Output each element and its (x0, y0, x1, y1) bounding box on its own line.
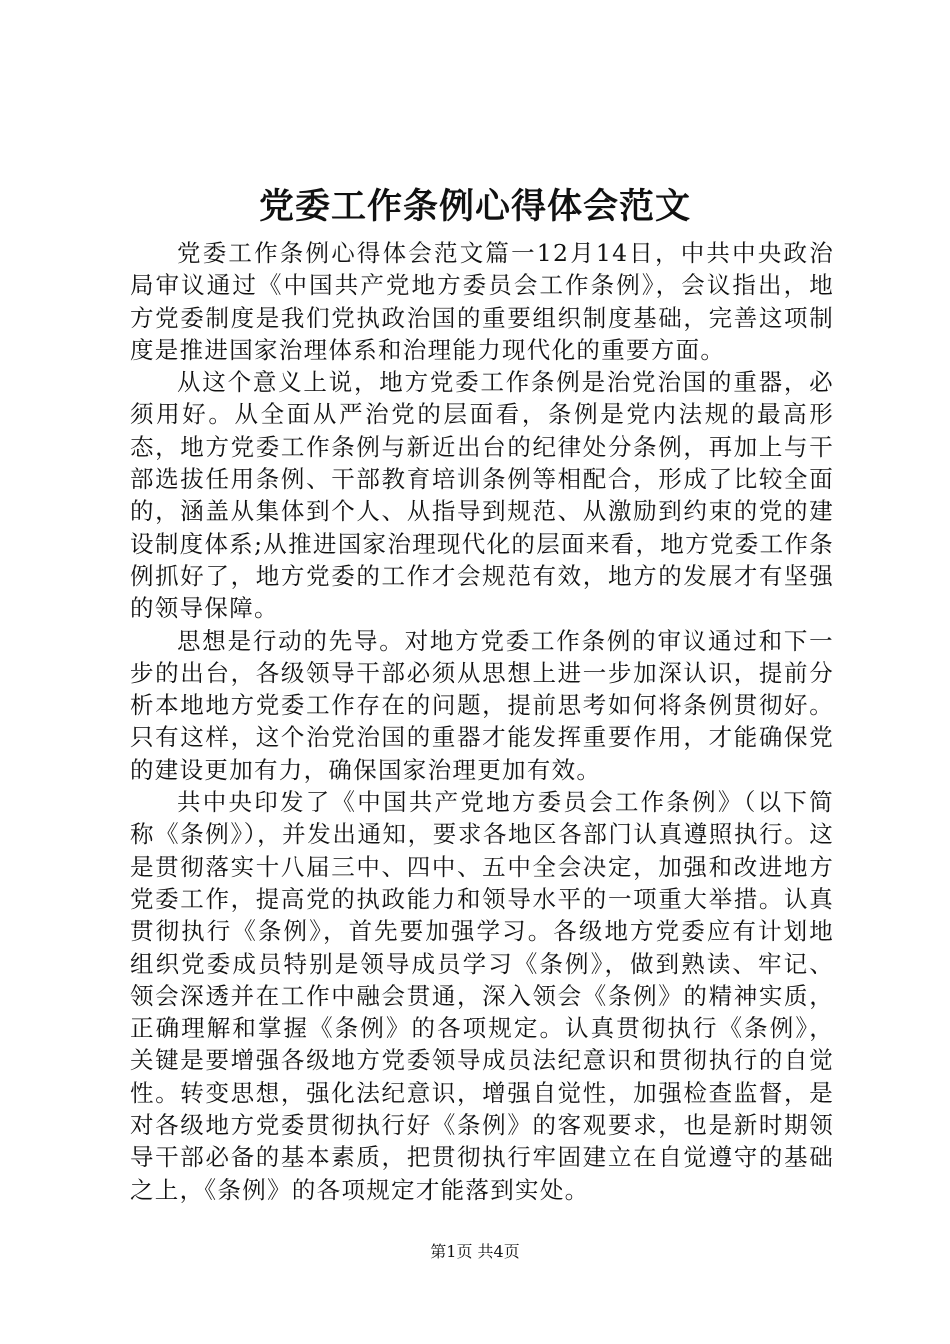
paragraph-2: 从这个意义上说，地方党委工作条例是治党治国的重器，必须用好。从全面从严治党的层面看，条例是党内法规的最高形态，地方党委工作条例与新近出台的纪律处分条例，再加上与干部选拔任用条例、干部教育培训条例等相配合，形成了比较全面的，涵盖从集体到个人、从指导到规范、从激励到约束的党的建设制度体系;从推进国家治理现代化的层面来看，地方党委工作条例抓好了，地方党委的工作才会规范有效，地方的发展才有坚强的领导保障。 (130, 368, 834, 623)
document-title: 党委工作条例心得体会范文 (258, 186, 691, 227)
paragraph-1: 党委工作条例心得体会范文篇一12月14日，中共中央政治局审议通过《中国共产党地方委员会工作条例》，会议指出，地方党委制度是我们党执政治国的重要组织制度基础，完善这项制度是推进国家治理体系和治理能力现代化的重要方面。 (130, 239, 834, 364)
page-number-footer: 第1页 共4页 (430, 1242, 520, 1261)
paragraph-4: 共中央印发了《中国共产党地方委员会工作条例》（以下简称《条例》），并发出通知，要求各地区各部门认真遵照执行。这是贯彻落实十八届三中、四中、五中全会决定，加强和改进地方党委工作，提高党的执政能力和领导水平的一项重大举措。认真贯彻执行《条例》，首先要加强学习。各级地方党委应有计划地组织党委成员特别是领导成员学习《条例》，做到熟读、牢记、领会深透并在工作中融会贯通，深入领会《条例》的精神实质，正确理解和掌握《条例》的各项规定。认真贯彻执行《条例》，关键是要增强各级地方党委领导成员法纪意识和贯彻执行的自觉性。转变思想，强化法纪意识，增强自觉性，加强检查监督，是对各级地方党委贯彻执行好《条例》的客观要求，也是新时期领导干部必备的基本素质，把贯彻执行牢固建立在自觉遵守的基础之上，《条例》的各项规定才能落到实处。 (130, 788, 834, 1204)
paragraph-3: 思想是行动的先导。对地方党委工作条例的审议通过和下一步的出台，各级领导干部必须从思想上进一步加深认识，提前分析本地地方党委工作存在的问题，提前思考如何将条例贯彻好。只有这样，这个治党治国的重器才能发挥重要作用，才能确保党的建设更加有力，确保国家治理更加有效。 (130, 626, 834, 784)
document-body (130, 237, 834, 1206)
